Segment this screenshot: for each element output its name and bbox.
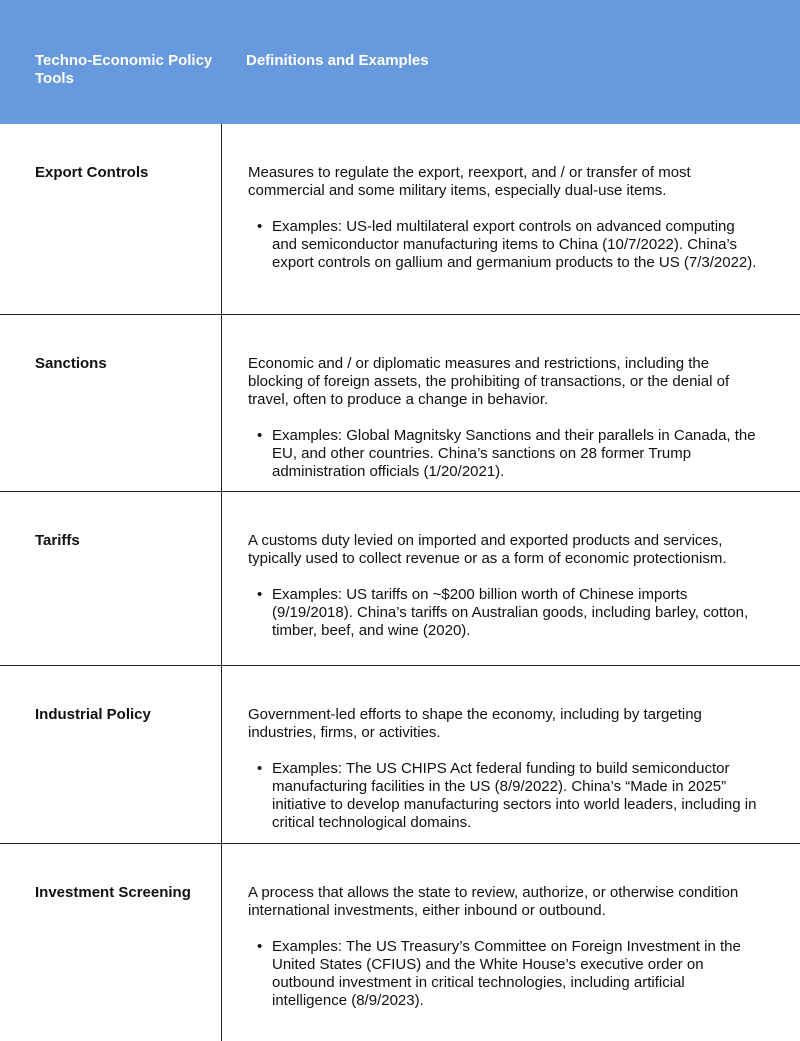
header-policy-tools: Techno-Economic Policy Tools	[35, 52, 213, 87]
tool-definition-cell	[248, 164, 758, 272]
bullet-icon: •	[257, 938, 263, 955]
table-row	[0, 315, 800, 492]
tool-definition-cell	[248, 706, 758, 832]
example-list-item	[248, 427, 758, 481]
example-list-item	[248, 938, 758, 1010]
tool-definition-cell	[248, 355, 758, 481]
tool-name: Investment Screening	[35, 884, 191, 901]
header-definitions: Definitions and Examples	[246, 52, 429, 69]
definition-text: Government-led efforts to shape the economy, including by targeting industries, firms, or activities.	[248, 706, 702, 741]
example-text: Examples: US tariffs on ~$200 billion worth of Chinese imports (9/19/2018). China’s tariffs on Australian goods, including barley, cotton, timber, beef, and wine (2020).	[272, 586, 749, 639]
tool-name: Industrial Policy	[35, 706, 151, 723]
definition-text: A process that allows the state to review, authorize, or otherwise condition international investments, either inbound or outbound.	[248, 884, 739, 919]
example-text: Examples: US-led multilateral export controls on advanced computing and semiconductor manufacturing items to China (10/7/2022). China’s export controls on gallium and germanium products to the US (7/3/2022).	[272, 218, 757, 271]
table-row	[0, 844, 800, 1041]
example-text: Examples: The US CHIPS Act federal funding to build semiconductor manufacturing facilities in the US (8/9/2022). China’s “Made in 2025” initiative to develop manufacturing sectors into world leaders, including in critical technological domains.	[272, 760, 757, 831]
example-text: Examples: Global Magnitsky Sanctions and their parallels in Canada, the EU, and other countries. China’s sanctions on 28 former Trump administration officials (1/20/2021).	[272, 427, 756, 480]
table-row	[0, 492, 800, 666]
example-list-item	[248, 760, 758, 832]
table-row	[0, 666, 800, 844]
tool-name: Tariffs	[35, 532, 80, 549]
bullet-icon: •	[257, 218, 263, 235]
tool-name: Export Controls	[35, 164, 149, 181]
example-text: Examples: The US Treasury’s Committee on Foreign Investment in the United States (CFIUS) and the White House’s executive order on outbound investment in critical technologies, including artificial intelligence (8/9/2023).	[272, 938, 741, 1009]
bullet-icon: •	[257, 427, 263, 444]
tool-name: Sanctions	[35, 355, 107, 372]
bullet-icon: •	[257, 586, 263, 603]
definition-text: Measures to regulate the export, reexport, and / or transfer of most commercial and some military items, especially dual-use items.	[248, 164, 691, 199]
example-list-item	[248, 586, 758, 640]
bullet-icon: •	[257, 760, 263, 777]
example-list-item	[248, 218, 758, 272]
table-row	[0, 124, 800, 315]
table-header	[0, 0, 800, 124]
definition-text: Economic and / or diplomatic measures and restrictions, including the blocking of foreign assets, the prohibiting of transactions, or the denial of travel, often to produce a change in behavior.	[248, 355, 730, 408]
tool-definition-cell	[248, 532, 758, 640]
definition-text: A customs duty levied on imported and exported products and services, typically used to collect revenue or as a form of economic protectionism.	[248, 532, 727, 567]
tool-definition-cell	[248, 884, 758, 1010]
